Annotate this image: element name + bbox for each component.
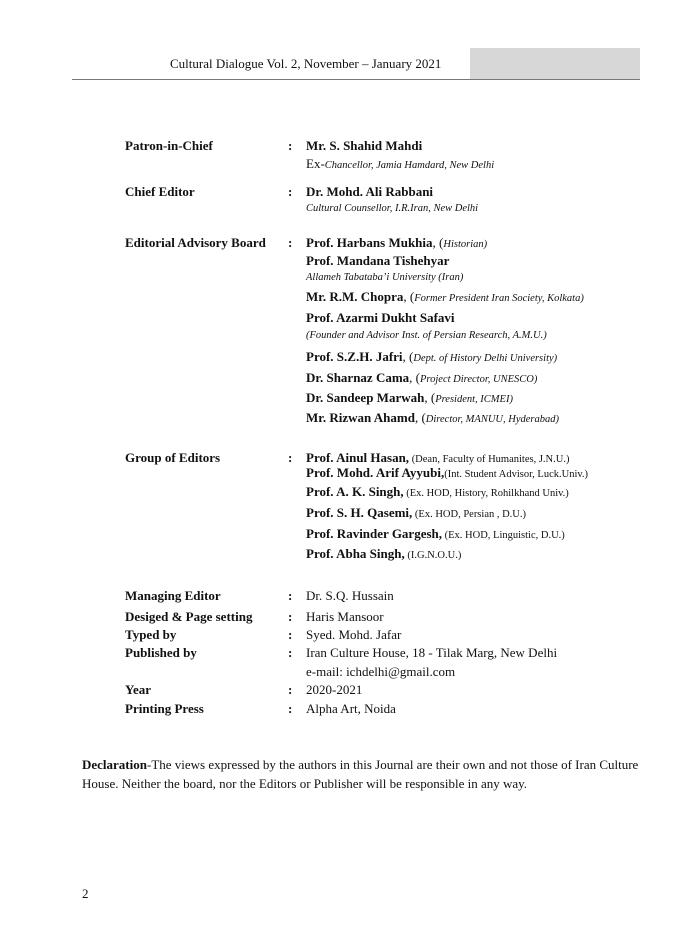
patron-detail-text: Chancellor, Jamia Hamdard, New Delhi bbox=[324, 160, 495, 171]
page-number: 2 bbox=[82, 886, 89, 901]
board-member-sep: , ( bbox=[409, 370, 421, 385]
board-member-name: Dr. Sharnaz Cama bbox=[306, 370, 410, 385]
board-member-detail: (Founder and Advisor Inst. of Persian Research, A.M.U.) bbox=[306, 330, 547, 341]
board-member-name: Mr. Rizwan Ahamd bbox=[306, 410, 415, 425]
separator: : bbox=[288, 682, 293, 697]
year-value: 2020-2021 bbox=[306, 682, 363, 697]
patron-detail-prefix: Ex- bbox=[306, 156, 325, 171]
header-title: Cultural Dialogue Vol. 2, November – January 2021 bbox=[170, 56, 442, 71]
patron-detail bbox=[306, 156, 494, 172]
board-member-name: Prof. Harbans Mukhia bbox=[306, 235, 433, 250]
board-member-name: Prof. Azarmi Dukht Safavi bbox=[306, 310, 455, 325]
chief-name: Dr. Mohd. Ali Rabbani bbox=[306, 184, 434, 199]
year-label: Year bbox=[125, 682, 151, 697]
group-member bbox=[306, 505, 526, 521]
separator: : bbox=[288, 235, 293, 250]
board-member bbox=[306, 235, 487, 251]
separator: : bbox=[288, 588, 293, 603]
group-member bbox=[306, 526, 565, 542]
board-member-name: Prof. S.Z.H. Jafri bbox=[306, 349, 403, 364]
group-member-detail: (Ex. HOD, Persian , D.U.) bbox=[412, 509, 527, 520]
published-label: Published by bbox=[125, 645, 197, 660]
group-member-detail: (Ex. HOD, Linguistic, D.U.) bbox=[442, 530, 565, 541]
chief-detail: Cultural Counsellor, I.R.Iran, New Delhi bbox=[306, 203, 479, 214]
patron-label: Patron-in-Chief bbox=[125, 138, 213, 153]
published-value: Iran Culture House, 18 - Tilak Marg, New Delhi bbox=[306, 645, 558, 660]
board-member-sep: , ( bbox=[414, 410, 426, 425]
group-label: Group of Editors bbox=[125, 450, 221, 465]
board-member-detail: Dept. of History Delhi University) bbox=[413, 353, 558, 364]
separator: : bbox=[288, 645, 293, 660]
board-member-sep: , ( bbox=[402, 349, 414, 364]
board-member bbox=[306, 410, 559, 426]
group-member bbox=[306, 465, 588, 481]
board-member bbox=[306, 289, 584, 305]
typed-label: Typed by bbox=[125, 627, 177, 642]
group-member bbox=[306, 484, 569, 500]
separator: : bbox=[288, 609, 293, 624]
patron-name: Mr. S. Shahid Mahdi bbox=[306, 138, 423, 153]
board-member-sep: , ( bbox=[432, 235, 444, 250]
board-member-detail: Former President Iran Society, Kolkata) bbox=[414, 293, 584, 304]
board-member-sep: , ( bbox=[424, 390, 436, 405]
separator: : bbox=[288, 450, 293, 465]
group-member-detail: (Ex. HOD, History, Rohilkhand Univ.) bbox=[403, 488, 569, 499]
design-value: Haris Mansoor bbox=[306, 609, 384, 624]
group-member-name: Prof. S. H. Qasemi, bbox=[306, 505, 413, 520]
board-member-name: Dr. Sandeep Marwah bbox=[306, 390, 425, 405]
group-member bbox=[306, 450, 569, 466]
group-member bbox=[306, 546, 461, 562]
press-value: Alpha Art, Noida bbox=[306, 701, 396, 716]
separator: : bbox=[288, 627, 293, 642]
board-member-name: Prof. Mandana Tishehyar bbox=[306, 253, 450, 268]
group-member-detail: (Int. Student Advisor, Luck.Univ.) bbox=[444, 469, 589, 480]
group-member-name: Prof. Abha Singh, bbox=[306, 546, 405, 561]
group-member-name: Prof. Ainul Hasan, bbox=[306, 450, 410, 465]
group-member-detail: (Dean, Faculty of Humanites, J.N.U.) bbox=[409, 454, 570, 465]
group-member-detail: (I.G.N.O.U.) bbox=[404, 550, 462, 561]
board-member-detail: Project Director, UNESCO) bbox=[420, 374, 538, 385]
design-label: Desiged & Page setting bbox=[125, 609, 253, 624]
board-label: Editorial Advisory Board bbox=[125, 235, 266, 250]
published-email: e-mail: ichdelhi@gmail.com bbox=[306, 664, 456, 679]
board-member bbox=[306, 390, 513, 406]
board-member-detail: Historian) bbox=[443, 239, 488, 250]
board-member bbox=[306, 370, 537, 386]
press-label: Printing Press bbox=[125, 701, 204, 716]
group-member-name: Prof. Ravinder Gargesh, bbox=[306, 526, 443, 541]
managing-label: Managing Editor bbox=[125, 588, 221, 603]
managing-value: Dr. S.Q. Hussain bbox=[306, 588, 394, 603]
group-member-name: Prof. A. K. Singh, bbox=[306, 484, 404, 499]
chief-label: Chief Editor bbox=[125, 184, 195, 199]
board-member bbox=[306, 349, 557, 365]
declaration bbox=[82, 755, 642, 793]
board-member-sep: , ( bbox=[403, 289, 415, 304]
separator: : bbox=[288, 138, 293, 153]
board-member-name: Mr. R.M. Chopra bbox=[306, 289, 404, 304]
separator: : bbox=[288, 701, 293, 716]
typed-value: Syed. Mohd. Jafar bbox=[306, 627, 402, 642]
board-member-detail: Director, MANUU, Hyderabad) bbox=[425, 414, 559, 425]
group-member-name: Prof. Mohd. Arif Ayyubi, bbox=[306, 465, 445, 480]
declaration-label: Declaration bbox=[82, 757, 147, 772]
separator: : bbox=[288, 184, 293, 199]
declaration-text: -The views expressed by the authors in this Journal are their own and not those of Iran Culture House. Neither the board, nor the Editors or Publisher will be responsible in any way. bbox=[82, 757, 639, 791]
board-member-detail: Allameh Tabataba’i University (Iran) bbox=[306, 272, 464, 283]
board-member-detail: President, ICMEI) bbox=[435, 394, 513, 405]
